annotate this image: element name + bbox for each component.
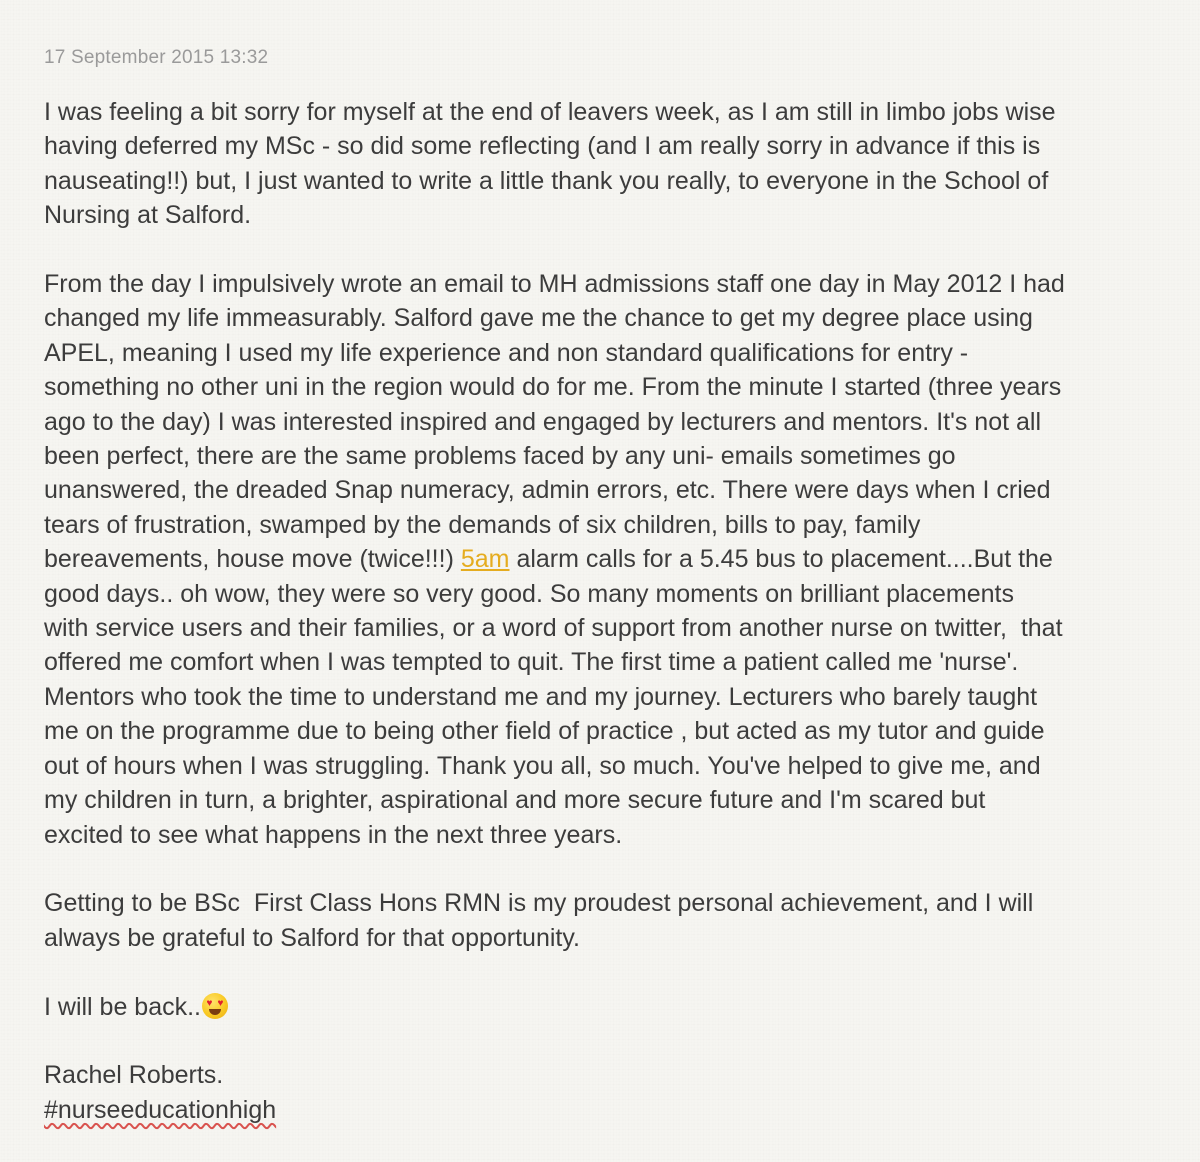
heart-icon: ♥ (217, 997, 224, 1009)
text-line: always be grateful to Salford for that opportunity. (44, 923, 580, 952)
closing-text: I will be back.. (44, 992, 202, 1021)
text-line-with-link (44, 542, 1164, 576)
signature: Rachel Roberts. (44, 1061, 224, 1090)
note-body[interactable] (44, 95, 1164, 1162)
text-segment: alarm calls for a 5.45 bus to placement....But the (509, 545, 1053, 574)
text-line: offered me comfort when I was tempted to quit. The first time a patient called me 'nurse'. (44, 648, 1019, 677)
hashtag-misspelled[interactable]: #nurseeducationhigh (44, 1095, 277, 1124)
note-timestamp: 17 September 2015 13:32 (44, 47, 269, 68)
text-line: APEL, meaning I used my life experience and non standard qualifications for entry - (44, 338, 969, 367)
text-line: excited to see what happens in the next three years. (44, 820, 623, 849)
text-line: ago to the day) I was interested inspired and engaged by lecturers and mentors. It's not all (44, 407, 1042, 436)
text-line: unanswered, the dreaded Snap numeracy, admin errors, etc. There were days when I cried (44, 476, 1051, 505)
closing-line (44, 990, 1164, 1024)
text-line: good days.. oh wow, they were so very good. So many moments on brilliant placements (44, 579, 1014, 608)
text-line: changed my life immeasurably. Salford gave me the chance to get my degree place using (44, 304, 1033, 333)
text-line: out of hours when I was struggling. Thank you all, so much. You've helped to give me, and (44, 751, 1041, 780)
text-line: my children in turn, a brighter, aspirational and more secure future and I'm scared but (44, 786, 986, 815)
text-line: I was feeling a bit sorry for myself at the end of leavers week, as I am still in limbo jobs wise (44, 98, 1056, 126)
paragraph-signature (44, 1058, 1164, 1127)
text-line: Nursing at Salford. (44, 201, 252, 230)
time-link[interactable]: 5am (460, 545, 510, 574)
text-line: something no other uni in the region would do for me. From the minute I started (three years (44, 373, 1062, 402)
text-line: with service users and their families, or a word of support from another nurse on twitter, that (44, 614, 1063, 643)
heart-icon: ♥ (206, 997, 213, 1009)
heart-eyes-emoji-icon (202, 993, 228, 1019)
paragraph-achievement (44, 886, 1164, 955)
text-line: tears of frustration, swamped by the demands of six children, bills to pay, family (44, 510, 921, 539)
text-line: been perfect, there are the same problems faced by any uni- emails sometimes go (44, 442, 956, 471)
text-line: Getting to be BSc First Class Hons RMN is my proudest personal achievement, and I will (44, 889, 1034, 918)
emoji-mouth (209, 1009, 221, 1015)
paragraph-intro (44, 95, 1164, 233)
text-line: having deferred my MSc - so did some reflecting (and I am really sorry in advance if this is (44, 132, 1041, 161)
text-line: nauseating!!) but, I just wanted to write a little thank you really, to everyone in the School of (44, 166, 1049, 195)
text-line: Mentors who took the time to understand me and my journey. Lecturers who barely taught (44, 682, 1038, 711)
paragraph-closing (44, 990, 1164, 1024)
text-segment: bereavements, house move (twice!!!) (44, 545, 461, 574)
text-line: From the day I impulsively wrote an email to MH admissions staff one day in May 2012 I had (44, 270, 1065, 299)
paragraph-story (44, 267, 1164, 852)
text-line: me on the programme due to being other field of practice , but acted as my tutor and guide (44, 717, 1045, 746)
